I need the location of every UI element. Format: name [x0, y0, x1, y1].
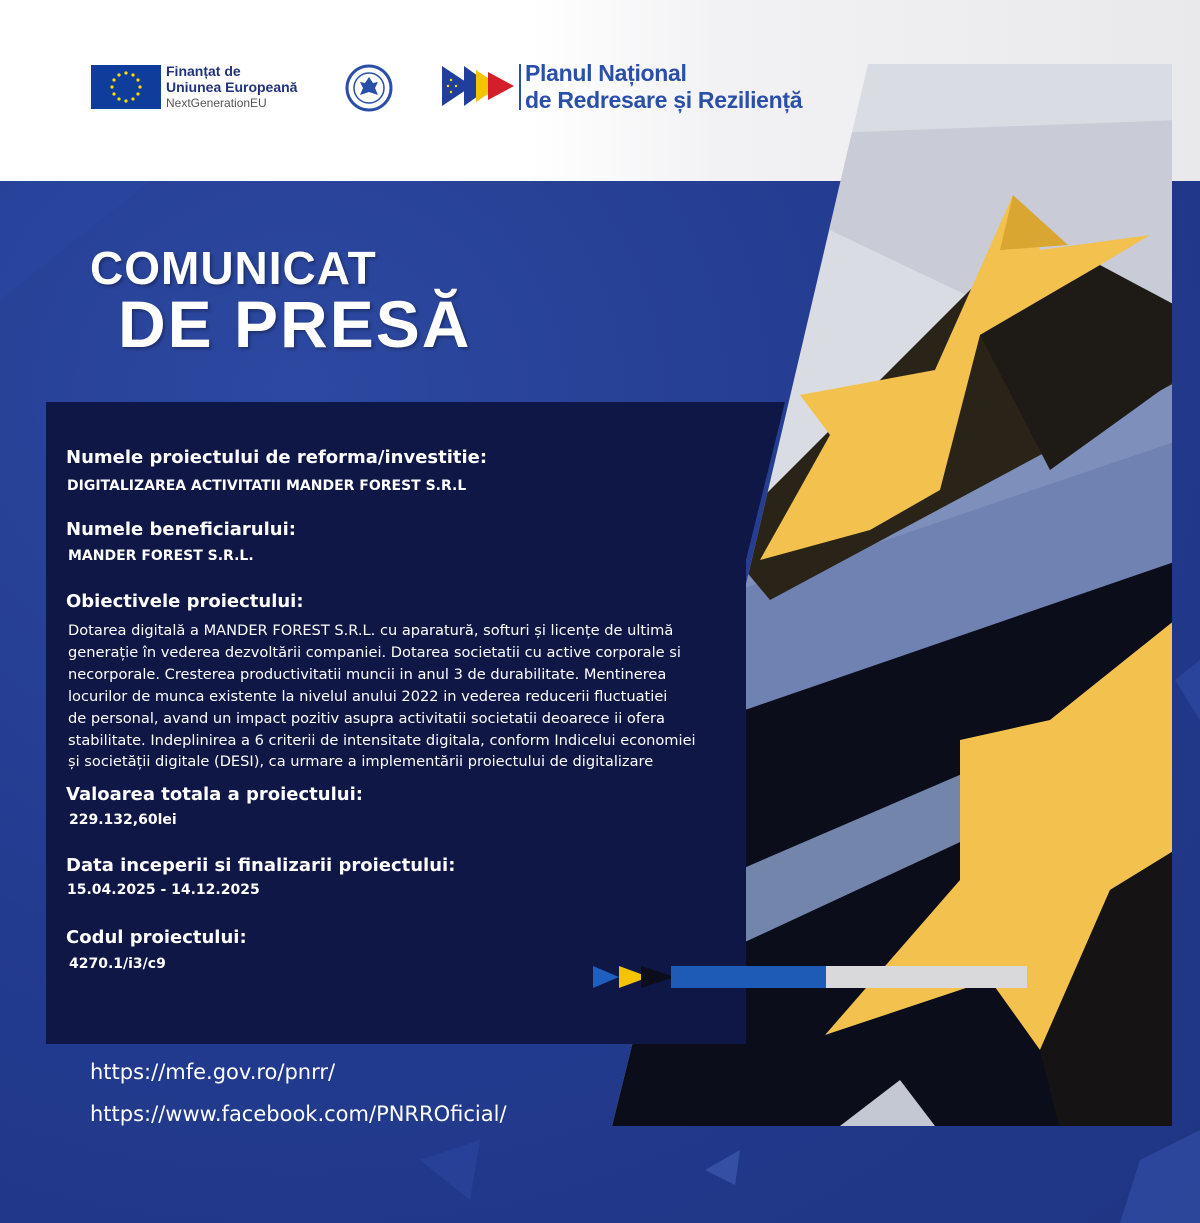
pnrr-title-line1: Planul Național [525, 60, 687, 86]
objectives-line: stabilitate. Indeplinirea a 6 criterii de intensitate digitala, conform Indicelui economiei [68, 731, 696, 749]
objectives-line: de personal, avand un impact pozitiv asupra activitatii societatii deoarece ii ofera [68, 709, 665, 727]
project-name-value: DIGITALIZAREA ACTIVITATII MANDER FOREST S.R.L [67, 478, 467, 494]
project-dates-value: 15.04.2025 - 14.12.2025 [67, 882, 260, 898]
project-code-label: Codul proiectului: [66, 927, 247, 948]
project-value-label: Valoarea totala a proiectului: [66, 784, 363, 805]
objectives-line: și societății digitale (DESI), ca urmare a implementării proiectului de digitalizare [68, 753, 654, 771]
objectives-line: necorporale. Cresterea productivitatii muncii in anul 3 de durabilitate. Mentinerea [68, 665, 667, 683]
project-code-value: 4270.1/i3/c9 [69, 956, 166, 972]
project-value-amount: 229.132,60lei [69, 812, 177, 828]
pnrr-title-line2: de Redresare și Reziliență [525, 87, 803, 113]
project-dates-label: Data inceperii si finalizarii proiectului: [66, 855, 456, 876]
beneficiary-value: MANDER FOREST S.R.L. [68, 548, 254, 564]
eu-funding-line3: NextGenerationEU [166, 96, 267, 110]
title-line1: COMUNICAT [90, 242, 377, 294]
title-line2: DE PRESĂ [118, 287, 472, 361]
objectives-line: Dotarea digitală a MANDER FOREST S.R.L. cu aparatură, softuri și licențe de ultimă [68, 622, 674, 639]
objectives-line: generație în vederea dezvoltării companiei. Dotarea societatii cu active corporale si [68, 643, 681, 661]
beneficiary-label: Numele beneficiarului: [66, 519, 296, 540]
project-name-label: Numele proiectului de reforma/investitie: [66, 447, 488, 468]
eu-funding-line1: Finanțat de [166, 63, 241, 79]
facebook-link[interactable]: https://www.facebook.com/PNRROficial/ [90, 1102, 507, 1126]
eu-funding-line2: Uniunea Europeană [166, 79, 298, 95]
decorative-arrow-bar [593, 965, 1033, 991]
objectives-label: Obiectivele proiectului: [66, 591, 304, 612]
mfe-link[interactable]: https://mfe.gov.ro/pnrr/ [90, 1060, 336, 1084]
objectives-line: locurilor de munca existente la nivelul anului 2022 in vederea reducerii fluctuatiei [68, 687, 668, 705]
objectives-text [68, 620, 708, 773]
